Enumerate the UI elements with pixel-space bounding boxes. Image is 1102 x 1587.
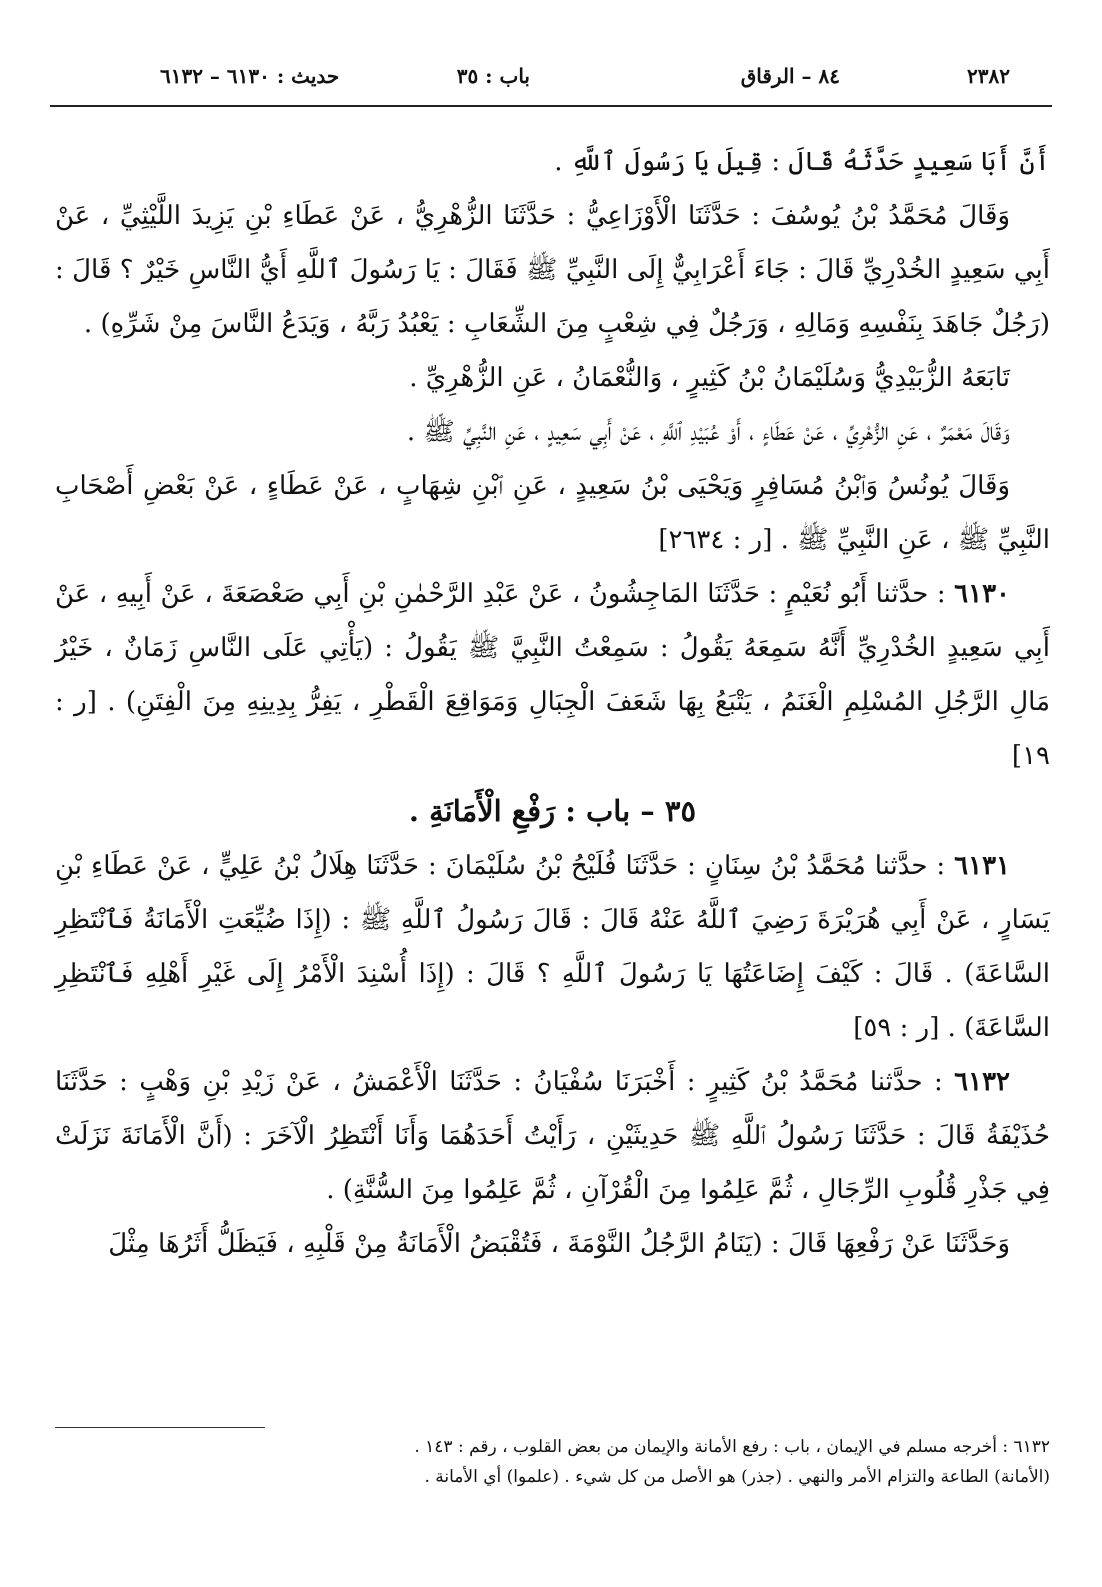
paragraph: وَحَدَّثَنَا عَنْ رَفْعِهَا قَالَ : (يَنَامُ الرَّجُلُ النَّوْمَةَ ، فَتُقْبَضُ الْأَمَانَةُ مِنْ قَلْبِهِ ، فَيَظَلُّ أَثَرُهَا مِثْلَ: [108, 1229, 1010, 1259]
paragraph: أَنَّ أَبَا سَعِيدٍ حَدَّثَهُ قَالَ : قِيلَ يَا رَسُولَ ٱللَّهِ .: [554, 147, 1050, 177]
cross-reference: [ر : ١٩]: [55, 687, 1050, 771]
paragraph: [55, 459, 1050, 567]
chapter-label: باب : ٣٥: [456, 64, 530, 88]
footnote-divider: [55, 1427, 265, 1428]
hadith-number: ٦١٣٠: [954, 579, 1011, 609]
book-title: ٨٤ – الرقاق: [740, 64, 840, 88]
paragraph-text: وَقَالَ يُونُسُ وَٱبْنُ مُسَافِرٍ وَيَحْيَى بْنُ سَعِيدٍ ، عَنِ ٱبْنِ شِهَابٍ ، عَنْ عَطَاءٍ ، عَنْ بَعْضِ أَصْحَابِ النَّبِيِّ ﷺ ، عَنِ النَّبِيِّ ﷺ .: [55, 471, 1050, 555]
hadith-text: : حدَّثنا مُحَمَّدُ بْنُ سِنَانٍ : حَدَّثَنَا فُلَيْحُ بْنُ سُلَيْمَانَ : حَدَّثَنَا هِلَالُ بْنُ عَلِيٍّ ، عَنْ عَطَاءِ بْنِ يَسَارٍ ، عَنْ أَبِي هُرَيْرَةَ رَضِيَ ٱللَّهُ عَنْهُ قَالَ : قَالَ رَسُولُ ٱللَّهِ ﷺ : (إِذَا ضُيِّعَتِ الْأَمَانَةُ فَٱنْتَظِرِ السَّاعَةَ) . قَالَ : كَيْفَ إِضَاعَتُهَا يَا رَسُولَ ٱللَّهِ ؟ قَالَ : (إِذَا أُسْنِدَ الْأَمْرُ إِلَى غَيْرِ أَهْلِهِ فَٱنْتَظِرِ السَّاعَةَ) .: [55, 851, 1050, 1043]
hadith-range: حديث : ٦١٣٠ – ٦١٣٢: [160, 64, 340, 88]
footnote: ٦١٣٢ : أخرجه مسلم في الإيمان ، باب : رفع الأمانة والإيمان من بعض القلوب ، رقم : ١٤٣ .: [414, 1437, 1050, 1457]
hadith-number: ٦١٣١: [954, 851, 1011, 881]
hadith-6130: [55, 567, 1050, 783]
cross-reference: [ر : ٥٩]: [853, 1013, 940, 1043]
running-header: [50, 60, 1030, 96]
hadith-6131: [55, 839, 1050, 1055]
paragraph: وَقَالَ مَعْمَرٌ ، عَنِ الزُّهْرِيِّ ، عَنْ عَطَاءٍ ، أَوْ عُبَيْدِ ٱللَّهِ ، عَنْ أَبِي سَعِيدٍ ، عَنِ النَّبِيِّ ﷺ .: [406, 417, 1010, 447]
hadith-6132: [55, 1055, 1050, 1217]
footnotes: [55, 1432, 1050, 1492]
paragraph: وَقَالَ مُحَمَّدُ بْنُ يُوسُفَ : حَدَّثَنَا الْأَوْزَاعِيُّ : حَدَّثَنَا الزُّهْرِيُّ ، عَنْ عَطَاءِ بْنِ يَزِيدَ اللَّيْثِيِّ ، عَنْ أَبِي سَعِيدٍ الخُدْرِيِّ قَالَ : جَاءَ أَعْرَابِيٌّ إِلَى النَّبِيِّ ﷺ فَقَالَ : يَا رَسُولَ ٱللَّهِ أَيُّ النَّاسِ خَيْرٌ ؟ قَالَ : (رَجُلٌ جَاهَدَ بِنَفْسِهِ وَمَالِهِ ، وَرَجُلٌ فِي شِعْبٍ مِنَ الشِّعَابِ : يَعْبُدُ رَبَّهُ ، وَيَدَعُ النَّاسَ مِنْ شَرِّهِ) .: [55, 201, 1050, 339]
header-divider: [50, 105, 1052, 107]
hadith-text: : حدَّثنا مُحَمَّدُ بْنُ كَثِيرٍ : أَخْبَرَنَا سُفْيَانُ : حَدَّثَنَا الْأَعْمَشُ ، عَنْ زَيْدِ بْنِ وَهْبٍ : حَدَّثَنَا حُذَيْفَةُ قَالَ : حَدَّثَنَا رَسُولُ ٱللَّهِ ﷺ حَدِيثَيْنِ ، رَأَيْتُ أَحَدَهُمَا وَأَنَا أَنْتَظِرُ الْآخَرَ : (أَنَّ الْأَمَانَةَ نَزَلَتْ فِي جَذْرِ قُلُوبِ الرِّجَالِ ، ثُمَّ عَلِمُوا مِنَ الْقُرْآنِ ، ثُمَّ عَلِمُوا مِنَ السُّنَّةِ) .: [55, 1067, 1050, 1205]
paragraph: تَابَعَهُ الزُّبَيْدِيُّ وَسُلَيْمَانُ بْنُ كَثِيرٍ ، وَالنُّعْمَانُ ، عَنِ الزُّهْرِيِّ .: [409, 363, 1010, 393]
hadith-text: : حدَّثنا أَبُو نُعَيْمٍ : حَدَّثَنَا المَاجِشُونُ ، عَنْ عَبْدِ الرَّحْمٰنِ بْنِ أَبِي صَعْصَعَةَ ، عَنْ أَبِيهِ ، عَنْ أَبِي سَعِيدٍ الخُدْرِيِّ أَنَّهُ سَمِعَهُ يَقُولُ : سَمِعْتُ النَّبِيَّ ﷺ يَقُولُ : (يَأْتِي عَلَى النَّاسِ زَمَانٌ ، خَيْرُ مَالِ الرَّجُلِ المُسْلِمِ الْغَنَمُ ، يَتْبَعُ بِهَا شَعَفَ الْجِبَالِ وَمَوَاقِعَ الْقَطْرِ ، يَفِرُّ بِدِينِهِ مِنَ الْفِتَنِ) .: [55, 579, 1050, 717]
chapter-heading: ٣٥ – باب : رَفْعِ الْأَمَانَةِ .: [408, 794, 697, 828]
footnote: (الأمانة) الطاعة والتزام الأمر والنهي . (جذر) هو الأصل من كل شيء . (علموا) أي الأمانة .: [424, 1467, 1050, 1487]
main-text: [55, 135, 1050, 1271]
hadith-number: ٦١٣٢: [954, 1067, 1010, 1097]
cross-reference: [ر : ٢٦٣٤]: [658, 525, 773, 555]
page-number: ٢٣٨٢: [967, 64, 1010, 88]
